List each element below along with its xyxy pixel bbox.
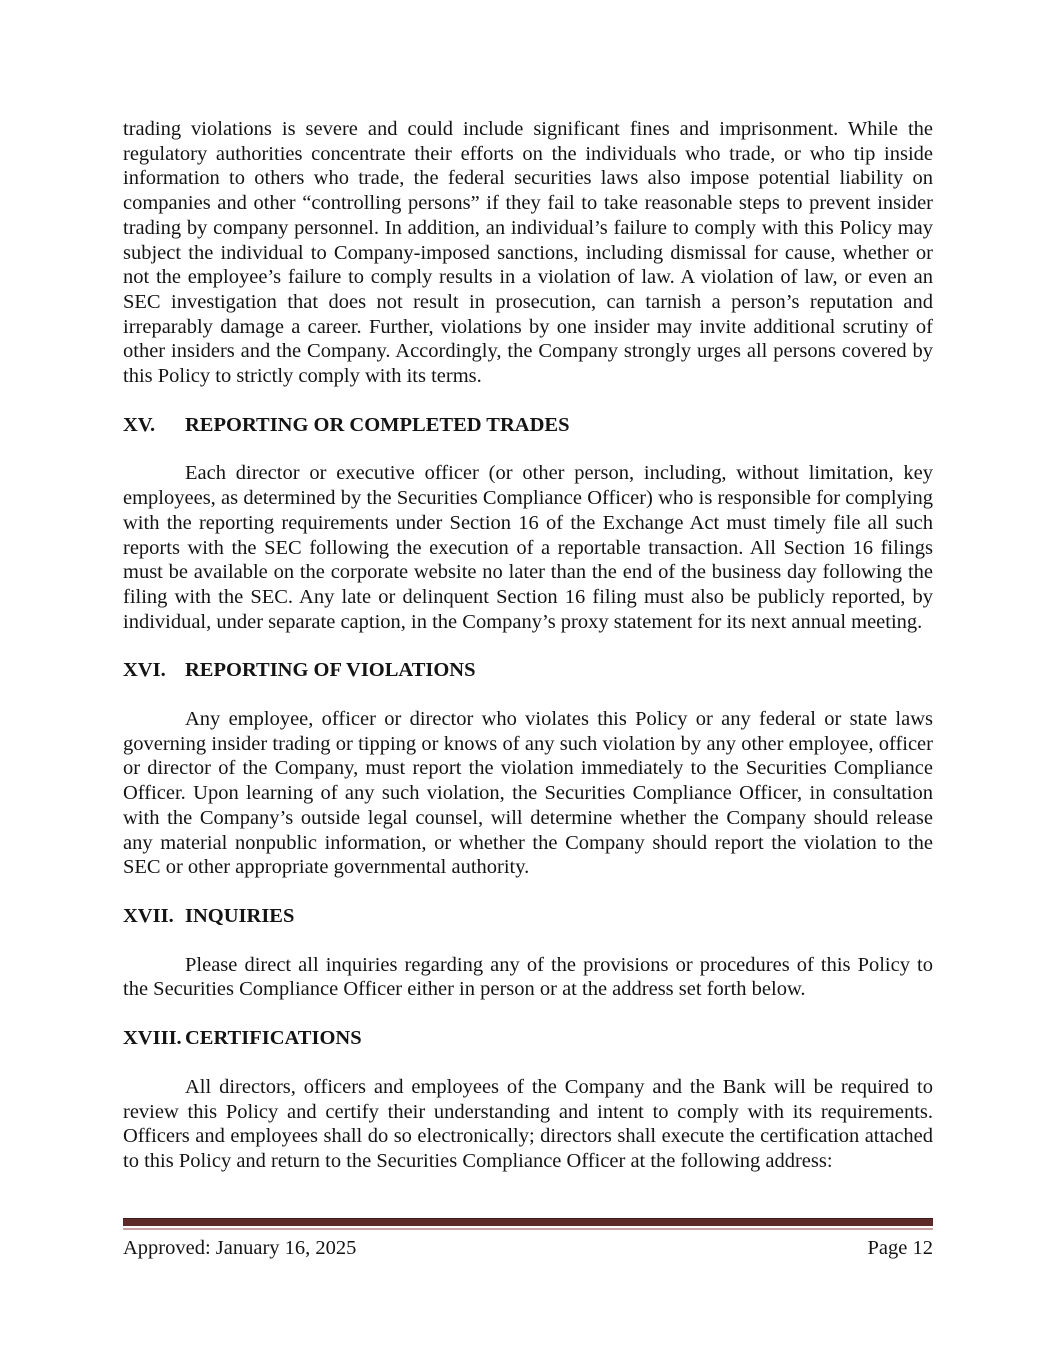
page-number: Page 12 [867, 1237, 933, 1259]
footer-row [123, 1236, 933, 1261]
section-title: REPORTING OR COMPLETED TRADES [185, 413, 570, 436]
section-paragraph-xvii: Please direct all inquiries regarding any of the provisions or procedures of this Policy to the Securities Compliance Officer either in person or at the address set forth below. [123, 953, 933, 1001]
footer-rule-thin [123, 1228, 933, 1230]
section-heading-xvi [123, 658, 933, 683]
section-number: XV. [123, 413, 156, 436]
section-heading-xviii [123, 1026, 933, 1051]
section-number: XVI. [123, 659, 166, 682]
section-paragraph-xvi: Any employee, officer or director who violates this Policy or any federal or state laws governing insider trading or tipping or knows of any such violation by any other employee, officer or director of the Company, must report the violation immediately to the Securities Compliance Officer. Upon learning of any such violation, the Securities Compliance Officer, in consultation with the Company’s outside legal counsel, will determine whether the Company should release any material nonpublic information, or whether the Company should report the violation to the SEC or other appropriate governmental authority. [123, 708, 933, 879]
page-footer [123, 1218, 933, 1261]
section-title: CERTIFICATIONS [185, 1027, 362, 1050]
section-heading-xv [123, 413, 933, 438]
section-heading-xvii [123, 904, 933, 929]
section-title: REPORTING OF VIOLATIONS [185, 659, 476, 682]
section-title: INQUIRIES [185, 904, 295, 927]
section-paragraph-xviii: All directors, officers and employees of the Company and the Bank will be required to review this Policy and certify their understanding and intent to comply with its requirements. Officers and employees shall do so electronically; directors shall execute the certification attached to this Policy and return to the Securities Compliance Officer at the following address: [123, 1075, 933, 1172]
footer-rule-thick [123, 1218, 933, 1226]
section-number: XVIII. [123, 1027, 182, 1050]
intro-paragraph: trading violations is severe and could include significant fines and imprisonment. While the regulatory authorities concentrate their efforts on the individuals who trade, or who tip inside information to others who trade, the federal securities laws also impose potential liability on companies and other “controlling persons” if they fail to take reasonable steps to prevent insider trading by company personnel. In addition, an individual’s failure to comply with this Policy may subject the individual to Company-imposed sanctions, including dismissal for cause, whether or not the employee’s failure to comply results in a violation of law. A violation of law, or even an SEC investigation that does not result in prosecution, can tarnish a person’s reputation and irreparably damage a career. Further, violations by one insider may invite additional scrutiny of other insiders and the Company. Accordingly, the Company strongly urges all persons covered by this Policy to strictly comply with its terms. [123, 118, 933, 388]
section-number: XVII. [123, 904, 174, 927]
section-paragraph-xv: Each director or executive officer (or other person, including, without limitation, key employees, as determined by the Securities Compliance Officer) who is responsible for complying with the reporting requirements under Section 16 of the Exchange Act must timely file all such reports with the SEC following the execution of a reportable transaction. All Section 16 filings must be available on the corporate website no later than the end of the business day following the filing with the SEC. Any late or delinquent Section 16 filing must also be publicly reported, by individual, under separate caption, in the Company’s proxy statement for its next annual meeting. [123, 462, 933, 633]
approved-date: Approved: January 16, 2025 [123, 1237, 357, 1259]
